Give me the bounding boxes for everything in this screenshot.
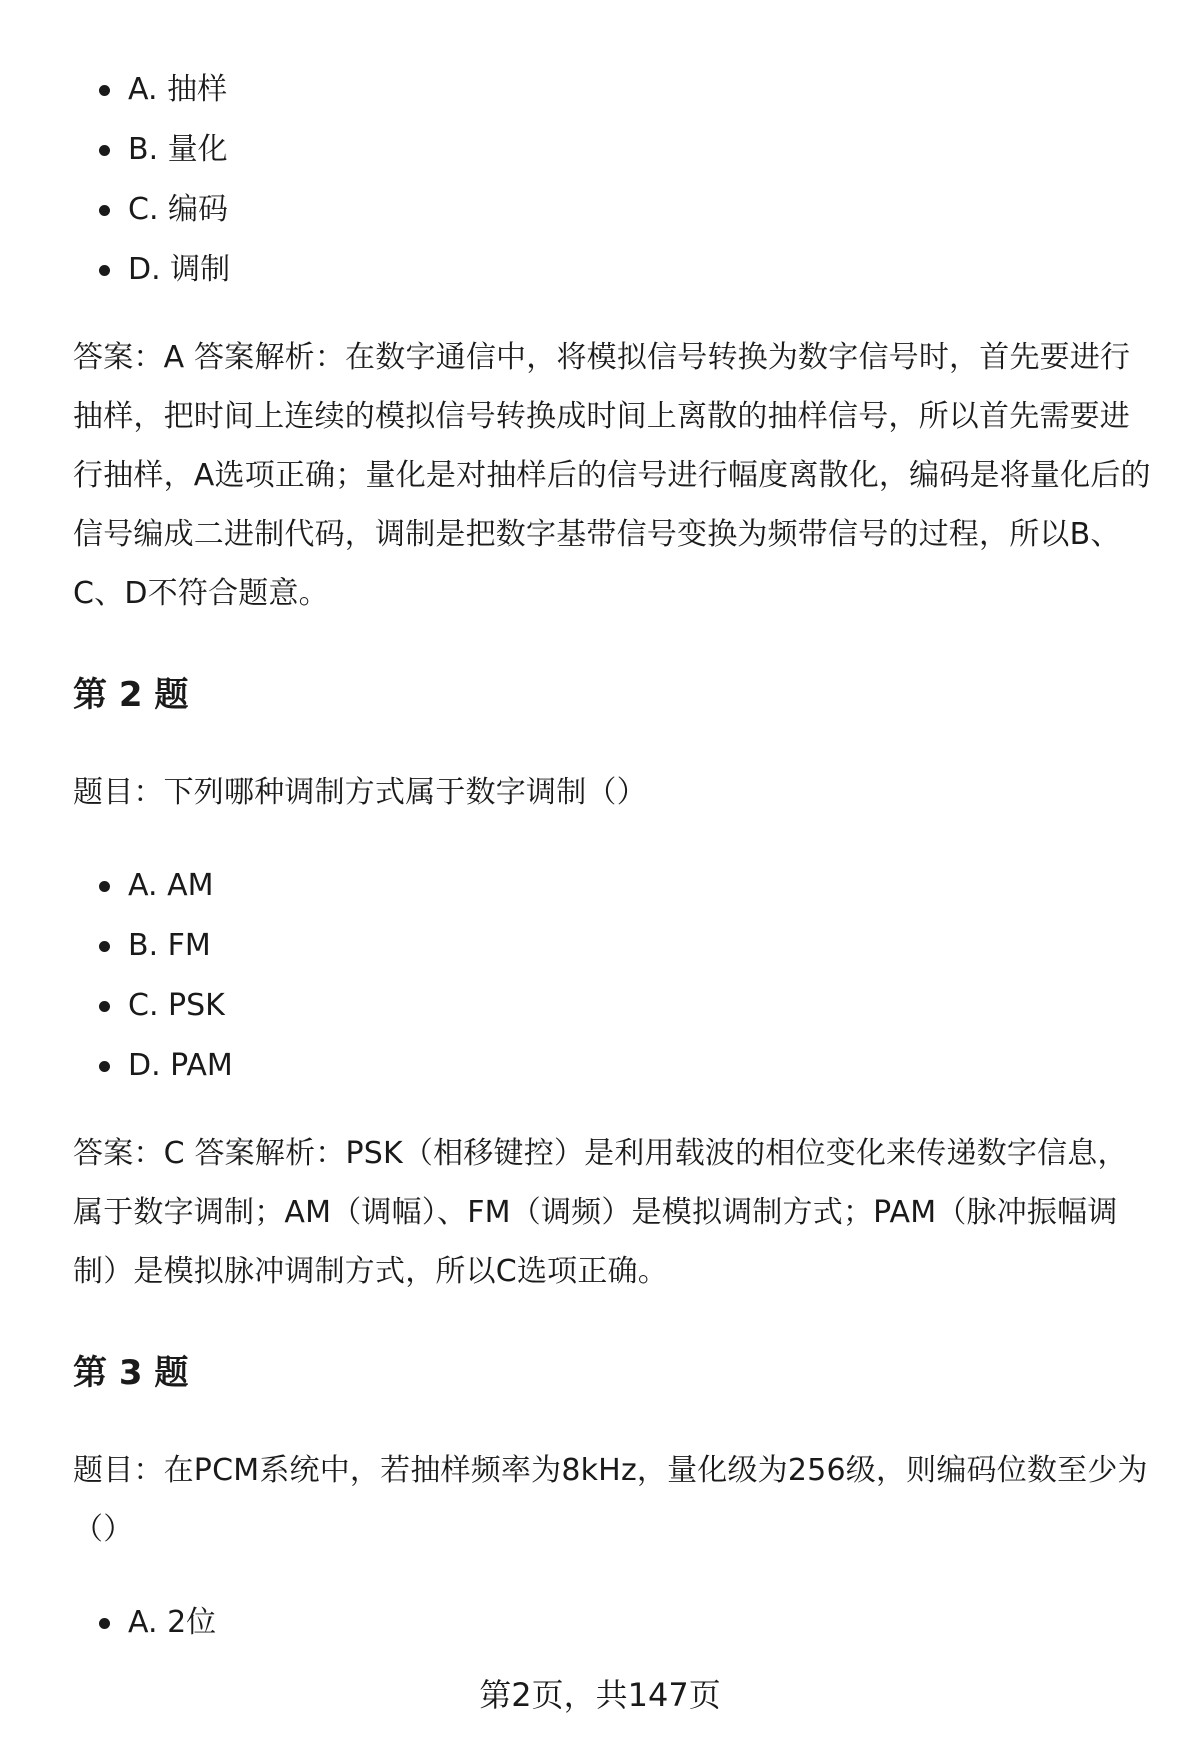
option-item: D. 调制 <box>73 240 1153 300</box>
option-item: A. 抽样 <box>73 60 1153 120</box>
option-item: C. PSK <box>73 976 1153 1036</box>
option-item: C. 编码 <box>73 180 1153 240</box>
question-3-heading: 第 3 题 <box>73 1353 189 1393</box>
q1-option-list <box>73 60 1153 300</box>
option-item: A. AM <box>73 856 1153 916</box>
page-number-footer: 第2页，共147页 <box>479 1676 721 1714</box>
option-item: A. 2位 <box>73 1593 1153 1653</box>
question-3-text: 题目：在PCM系统中，若抽样频率为8kHz，量化级为256级，则编码位数至少为（） <box>73 1453 1148 1547</box>
question-2-text: 题目：下列哪种调制方式属于数字调制（） <box>73 775 647 810</box>
q1-answer-explanation: 答案：A 答案解析：在数字通信中，将模拟信号转换为数字信号时，首先要进行抽样，把时间上连续的模拟信号转换成时间上离散的抽样信号，所以首先需要进行抽样，A选项正确；量化是对抽样后的信号进行幅度离散化，编码是将量化后的信号编成二进制代码，调制是把数字基带信号变换为频带信号的过程，所以B、C、D不符合题意。 <box>73 340 1151 611</box>
q2-answer-explanation: 答案：C 答案解析：PSK（相移键控）是利用载波的相位变化来传递数字信息，属于数字调制；AM（调幅）、FM（调频）是模拟调制方式；PAM（脉冲振幅调制）是模拟脉冲调制方式，所以C选项正确。 <box>73 1136 1128 1289</box>
option-item: B. 量化 <box>73 120 1153 180</box>
q3-option-list <box>73 1593 1153 1653</box>
document-content <box>73 60 1153 1653</box>
option-item: B. FM <box>73 916 1153 976</box>
option-item: D. PAM <box>73 1036 1153 1096</box>
q2-option-list <box>73 856 1153 1096</box>
question-2-heading: 第 2 题 <box>73 675 189 715</box>
